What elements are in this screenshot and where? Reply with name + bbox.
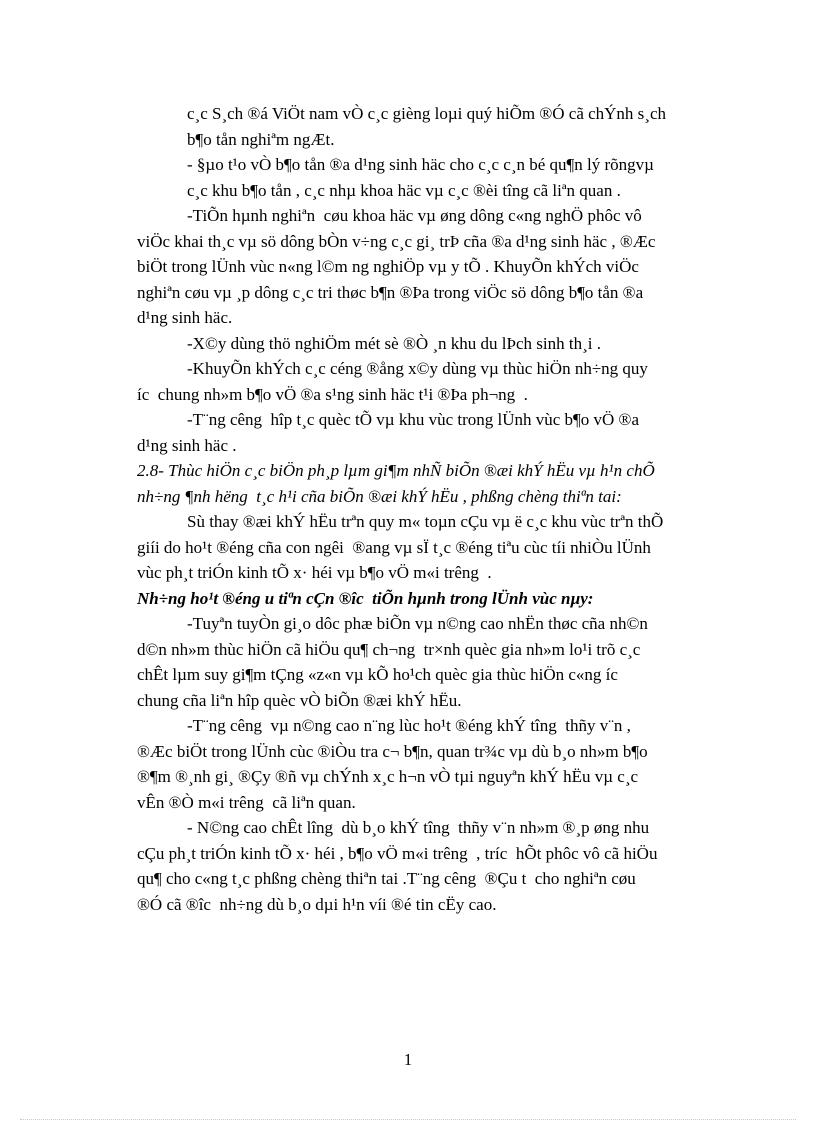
text-line: c¸c khu b¶o tån , c¸c nhµ khoa häc vµ c¸c ®èi tîng cã liªn quan . (187, 180, 621, 200)
text-line: biÖt trong lÜnh vùc n«ng l©m ng nghiÖp vµ y tÕ . KhuyÕn khÝch viÖc (137, 257, 639, 276)
text-line: -Tuyªn tuyÒn gi¸o dôc phæ biÕn vµ n©ng cao nhËn thøc cña nh©n (187, 614, 648, 633)
page-body (137, 101, 723, 917)
text-line: vÊn ®Ò m«i trêng cã liªn quan. (137, 792, 356, 812)
page-number: 1 (403, 1050, 413, 1069)
section-heading: 2.8- Thùc hiÖn c¸c biÖn ph¸p lµm gi¶m nhÑ biÕn ®æi khÝ hËu vµ h¹n chÕ (137, 461, 655, 480)
text-line: vùc ph¸t triÓn kinh tÕ x· héi vµ b¶o vÖ m«i trêng . (137, 563, 492, 582)
text-line: ®Æc biÖt trong lÜnh cùc ®iÒu tra c¬ b¶n, quan tr¾c vµ dù b¸o nh»m b¶o (137, 741, 648, 761)
page-bottom-divider (20, 1119, 796, 1120)
text-line: chÊt lµm suy gi¶m tÇng «z«n vµ kÕ ho¹ch quèc gia thùc hiÖn c«ng íc (137, 665, 618, 684)
text-line: viÖc khai th¸c vµ sö dông bÒn v÷ng c¸c gi¸ trÞ cña ®a d¹ng sinh häc , ®Æc (137, 231, 656, 251)
section-heading: nh÷ng ¶nh hëng t¸c h¹i cña biÕn ®æi khÝ hËu , phßng chèng thiªn tai: (137, 486, 622, 506)
text-line: d¹ng sinh häc. (137, 308, 233, 327)
text-line: -KhuyÕn khÝch c¸c céng ®ång x©y dùng vµ thùc hiÖn nh÷ng quy (187, 359, 648, 378)
text-line: ®¶m ®¸nh gi¸ ®Çy ®ñ vµ chÝnh x¸c h¬n vÒ tµi nguyªn khÝ hËu vµ c¸c (137, 767, 639, 786)
text-line: -TiÕn hµnh nghiªn cøu khoa häc vµ øng dông c«ng nghÖ phôc vô (187, 206, 642, 225)
text-line: giíi do ho¹t ®éng cña con ngêi ®ang vµ sÏ t¸c ®éng tiªu cùc tíi nhiÒu lÜnh (137, 537, 651, 557)
text-line: qu¶ cho c«ng t¸c phßng chèng thiªn tai .T¨ng cêng ®Çu t cho nghiªn cøu (137, 869, 636, 888)
text-line: íc chung nh»m b¶o vÖ ®a s¹ng sinh häc t¹i ®Þa ph¬ng . (137, 384, 528, 404)
text-line: d¹ng sinh häc . (137, 435, 237, 455)
text-line: c¸c S¸ch ®á ViÖt nam vÒ c¸c gièng loµi quý hiÕm ®Ó cã chÝnh s¸ch (187, 104, 667, 123)
text-line: b¶o tån nghiªm ngÆt. (187, 129, 335, 149)
text-line: cÇu ph¸t triÓn kinh tÕ x· héi , b¶o vÖ m«i trêng , tríc hÕt phôc vô cã hiÖu (137, 843, 658, 863)
text-line: chung cña liªn hîp quèc vÒ biÕn ®æi khÝ hËu. (137, 690, 462, 710)
text-line: d©n nh»m thùc hiÖn cã hiÖu qu¶ ch¬ng tr×nh quèc gia nh»m lo¹i trõ c¸c (137, 639, 641, 659)
text-line: - §µo t¹o vÒ b¶o tån ®a d¹ng sinh häc cho c¸c c¸n bé qu¶n lý rõngvµ (187, 155, 654, 174)
text-line: -T¨ng cêng vµ n©ng cao n¨ng lùc ho¹t ®éng khÝ tîng thñy v¨n , (187, 716, 631, 735)
text-line: Sù thay ®æi khÝ hËu trªn quy m« toµn cÇu vµ ë c¸c khu vùc trªn thÕ (187, 512, 664, 531)
text-line: -T¨ng cêng hîp t¸c quèc tÕ vµ khu vùc trong lÜnh vùc b¶o vÖ ®a (187, 410, 640, 429)
text-line: ®Ó cã ®îc nh÷ng dù b¸o dµi h¹n víi ®é tin cËy cao. (137, 894, 497, 914)
text-line: -X©y dùng thö nghiÖm mét sè ®Ò ¸n khu du lÞch sinh th¸i . (187, 333, 601, 353)
subsection-heading: Nh÷ng ho¹t ®éng u tiªn cÇn ®îc tiÕn hµnh trong lÜnh vùc nµy: (137, 588, 594, 608)
text-line: - N©ng cao chÊt lîng dù b¸o khÝ tîng thñy v¨n nh»m ®¸p øng nhu (187, 818, 650, 837)
text-line: nghiªn cøu vµ ¸p dông c¸c tri thøc b¶n ®Þa trong viÖc sö dông b¶o tån ®a (137, 282, 644, 302)
